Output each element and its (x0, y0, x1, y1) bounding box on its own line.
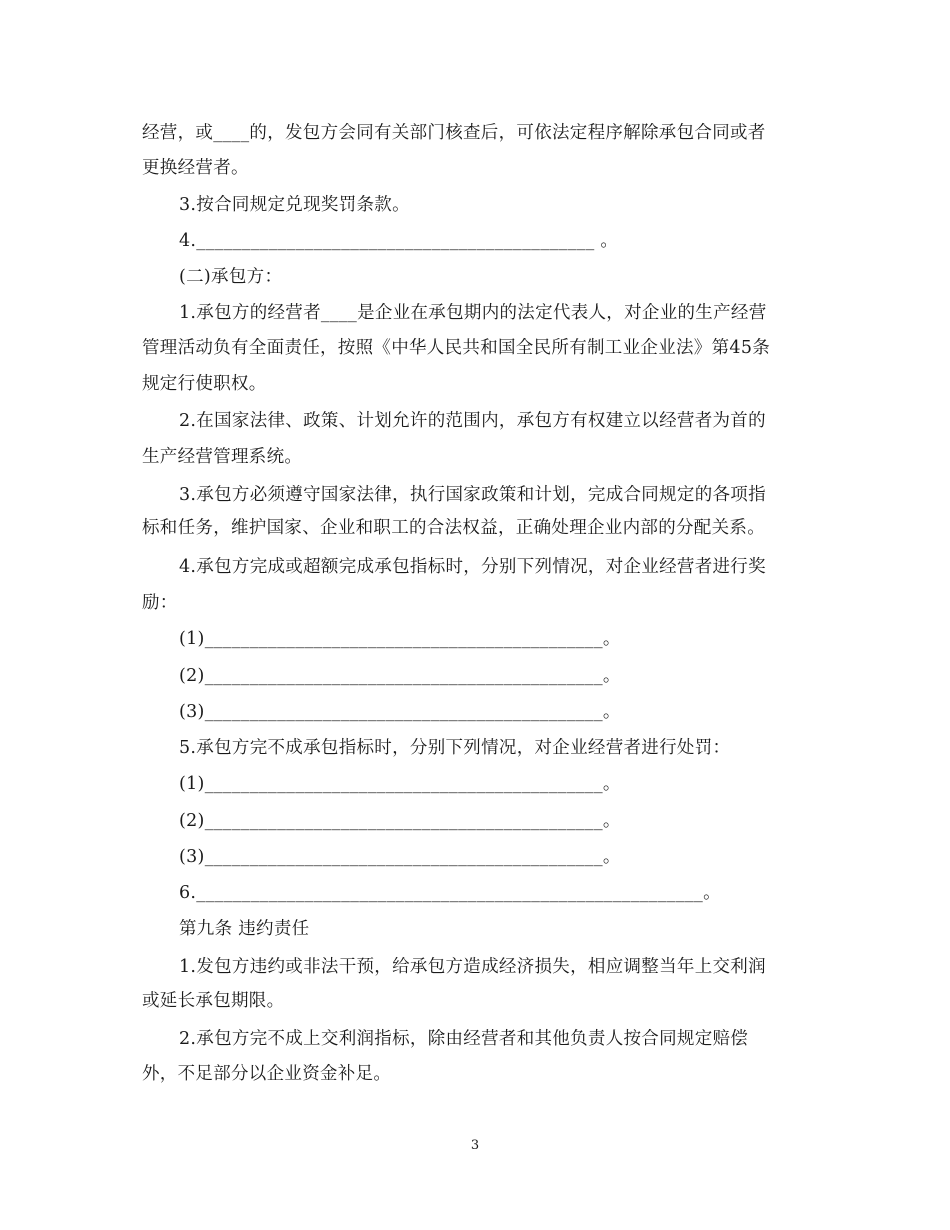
text-line-10: 生产经营管理系统。 (142, 447, 303, 467)
text-line-5: (二)承包方： (179, 267, 283, 287)
text-line-12: 标和任务，维护国家、企业和职工的合法权益，正确处理企业内部的分配关系。 (142, 518, 765, 538)
text-line-19: (1)____________________________________________。 (179, 774, 621, 794)
text-line-21: (3)____________________________________________。 (179, 847, 621, 867)
text-line-6: 1.承包方的经营者____是企业在承包期内的法定代表人，对企业的生产经营 (179, 303, 767, 323)
text-line-15: (1)____________________________________________。 (179, 629, 621, 649)
text-line-2: 更换经营者。 (142, 158, 249, 178)
text-line-27: 外，不足部分以企业资金补足。 (142, 1064, 392, 1084)
text-line-9: 2.在国家法律、政策、计划允许的范围内，承包方有权建立以经营者为首的 (179, 411, 766, 431)
text-line-25: 或延长承包期限。 (142, 991, 285, 1011)
text-line-13: 4.承包方完成或超额完成承包指标时，分别下列情况，对企业经营者进行奖 (179, 557, 766, 577)
text-line-7: 管理活动负有全面责任，按照《中华人民共和国全民所有制工业企业法》第45条 (142, 338, 771, 358)
text-line-11: 3.承包方必须遵守国家法律，执行国家政策和计划，完成合同规定的各项指 (179, 485, 766, 505)
text-line-17: (3)____________________________________________。 (179, 702, 621, 722)
text-line-22: 6.________________________________________________________。 (179, 883, 721, 903)
text-line-16: (2)____________________________________________。 (179, 666, 621, 686)
text-line-1: 经营，或____的，发包方会同有关部门核查后，可依法定程序解除承包合同或者 (142, 123, 766, 143)
text-line-18: 5.承包方完不成承包指标时，分别下列情况，对企业经营者进行处罚： (179, 738, 731, 758)
text-line-3: 3.按合同规定兑现奖罚条款。 (179, 195, 410, 215)
text-line-23: 第九条 违约责任 (179, 919, 310, 939)
text-line-24: 1.发包方违约或非法干预，给承包方造成经济损失，相应调整当年上交利润 (179, 957, 766, 977)
text-line-8: 规定行使职权。 (142, 374, 267, 394)
page-number: 3 (470, 1138, 480, 1153)
text-line-26: 2.承包方完不成上交利润指标，除由经营者和其他负责人按合同规定赔偿 (179, 1029, 749, 1049)
text-line-20: (2)____________________________________________。 (179, 811, 621, 831)
text-line-14: 励： (142, 593, 178, 613)
text-line-4: 4.____________________________________________ 。 (179, 231, 619, 251)
